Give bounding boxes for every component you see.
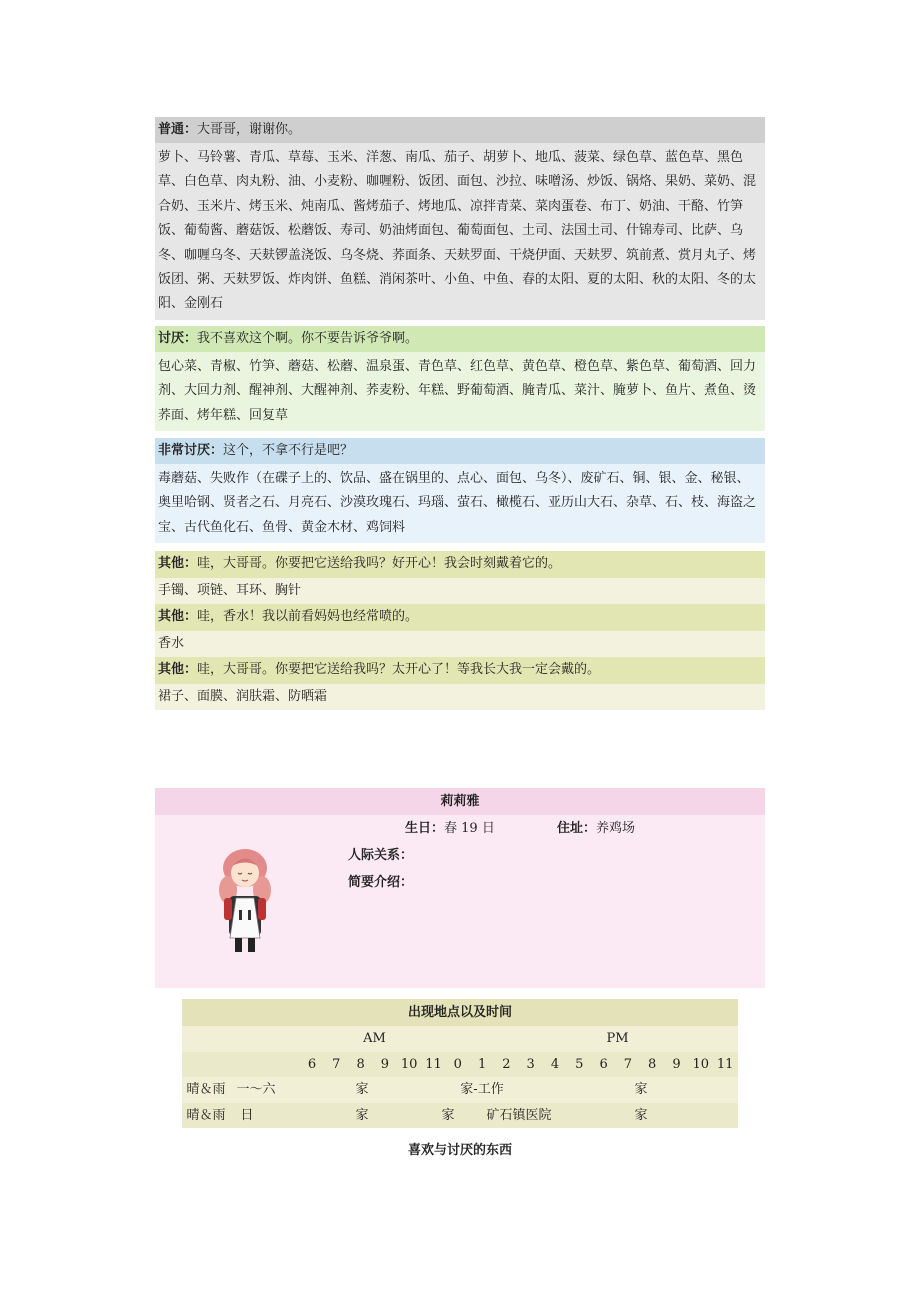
relation-label: 人际关系：	[348, 848, 414, 863]
schedule-ampm-row	[182, 1026, 738, 1052]
birthday-value: 春 19 日	[444, 821, 495, 836]
days-cell: 日	[240, 1107, 254, 1123]
schedule-row-weekday	[182, 1077, 738, 1103]
schedule-table	[182, 999, 738, 1128]
hate-header	[155, 438, 765, 464]
hate-label: 非常讨厌：	[158, 443, 224, 458]
hour-cell: 11	[716, 1056, 734, 1072]
am-label: AM	[363, 1031, 386, 1046]
hour-cell: 10	[692, 1056, 710, 1072]
hour-cell: 11	[425, 1056, 442, 1072]
normal-items: 萝卜、马铃薯、青瓜、草莓、玉米、洋葱、南瓜、茄子、胡萝卜、地瓜、菠菜、绿色草、蓝色草、黑色草、白色草、肉丸粉、油、小麦粉、咖喱粉、饭团、面包、沙拉、味噌汤、炒饭、锅烙、果奶、菜奶、混合奶、玉米片、烤玉米、炖南瓜、酱烤茄子、烤地瓜、凉拌青菜、菜肉蛋卷、布丁、奶油、干酪、竹笋饭、葡萄酱、蘑菇饭、松蘑饭、寿司、奶油烤面包、葡萄面包、土司、法国土司、什锦寿司、比萨、乌冬、咖喱乌冬、天麸锣盖浇饭、乌冬烧、荞面条、天麸罗面、干烧伊面、天麸罗、筑前煮、赏月丸子、烤饭团、粥、天麸罗饭、炸肉饼、鱼糕、消闲茶叶、小鱼、中鱼、春的太阳、夏的太阳、秋的太阳、冬的太阳、金刚石	[155, 143, 765, 320]
other-header-1	[155, 551, 765, 578]
hour-cell: 8	[648, 1056, 657, 1072]
schedule-hours-row	[182, 1052, 738, 1078]
hour-cell: 5	[575, 1056, 584, 1072]
location-cell: 家-工作	[460, 1082, 504, 1097]
schedule-title: 出现地点以及时间	[182, 999, 738, 1026]
other-quote: 哇，大哥哥。你要把它送给我吗？太开心了！等我长大我一定会戴的。	[197, 662, 601, 677]
other-items-1: 手镯、项链、耳环、胸针	[155, 578, 765, 605]
location-cell: 家	[634, 1082, 648, 1097]
location-cell: 家	[355, 1082, 369, 1097]
pm-label: PM	[606, 1031, 629, 1046]
others-section	[155, 551, 765, 710]
weather-cell: 晴＆雨	[186, 1082, 226, 1097]
location-cell: 家	[634, 1107, 648, 1123]
profile-name: 莉莉雅	[155, 788, 765, 815]
hour-cell: 9	[380, 1056, 390, 1072]
location-cell: 家	[441, 1107, 455, 1123]
dislike-section	[155, 326, 765, 431]
other-quote: 哇，香水！我以前看妈妈也经常喷的。	[197, 609, 419, 624]
other-items-3: 裙子、面膜、润肤霜、防晒霜	[155, 684, 765, 711]
dislike-header	[155, 326, 765, 352]
normal-quote: 大哥哥，谢谢你。	[197, 122, 302, 137]
other-header-3	[155, 657, 765, 684]
hour-cell: 3	[526, 1056, 535, 1072]
location-cell: 矿石镇医院	[486, 1107, 552, 1123]
hour-cell: 0	[453, 1056, 462, 1072]
dislike-quote: 我不喜欢这个啊。你不要告诉爷爷啊。	[197, 331, 419, 346]
other-header-2	[155, 604, 765, 631]
hour-cell: 1	[477, 1056, 487, 1072]
other-label: 其他：	[158, 556, 198, 571]
dislike-items: 包心菜、青椒、竹笋、蘑菇、松蘑、温泉蛋、青色草、红色草、黄色草、橙色草、紫色草、葡萄酒、回力剂、大回力剂、醒神剂、大醒神剂、荞麦粉、年糕、野葡萄酒、腌青瓜、菜汁、腌萝卜、鱼片、煮鱼、烫荞面、烤年糕、回复草	[155, 352, 765, 431]
hour-cell: 2	[502, 1056, 511, 1072]
dislike-label: 讨厌：	[158, 331, 198, 346]
normal-label: 普通：	[158, 122, 198, 137]
other-quote: 哇，大哥哥。你要把它送给我吗？好开心！我会时刻戴着它的。	[197, 556, 562, 571]
address-value: 养鸡场	[596, 821, 636, 836]
hate-quote: 这个，不拿不行是吧？	[223, 443, 354, 458]
hour-cell: 7	[332, 1056, 341, 1072]
location-cell: 家	[355, 1107, 369, 1123]
other-items-2: 香水	[155, 631, 765, 658]
hour-cell: 6	[307, 1056, 317, 1072]
likes-dislikes-title: 喜欢与讨厌的东西	[407, 1143, 512, 1158]
character-portrait-icon	[215, 846, 275, 956]
address-label: 住址：	[557, 821, 597, 836]
schedule-row-sunday	[182, 1103, 738, 1129]
birthday-field	[405, 820, 495, 838]
hour-cell: 10	[400, 1056, 418, 1072]
hour-cell: 8	[356, 1056, 365, 1072]
normal-header	[155, 117, 765, 143]
intro-label: 简要介绍：	[348, 875, 414, 890]
hour-cell: 6	[599, 1056, 608, 1072]
hate-section	[155, 438, 765, 543]
birthday-label: 生日：	[405, 821, 445, 836]
days-cell: 一～六	[236, 1082, 276, 1097]
profile-card	[155, 788, 765, 988]
other-label: 其他：	[158, 662, 198, 677]
hour-cell: 9	[672, 1056, 681, 1072]
hour-cell: 4	[550, 1056, 560, 1072]
weather-cell: 晴＆雨	[186, 1107, 226, 1123]
hour-cell: 7	[623, 1056, 633, 1072]
address-field	[557, 820, 635, 838]
normal-section	[155, 117, 765, 320]
other-label: 其他：	[158, 609, 198, 624]
hate-items: 毒蘑菇、失败作（在碟子上的、饮品、盛在锅里的、点心、面包、乌冬）、废矿石、铜、银、金、秘银、奥里哈钢、贤者之石、月亮石、沙漠玫瑰石、玛瑙、萤石、橄榄石、亚历山大石、杂草、石、枝、海盗之宝、古代鱼化石、鱼骨、黄金木材、鸡饲料	[155, 464, 765, 543]
